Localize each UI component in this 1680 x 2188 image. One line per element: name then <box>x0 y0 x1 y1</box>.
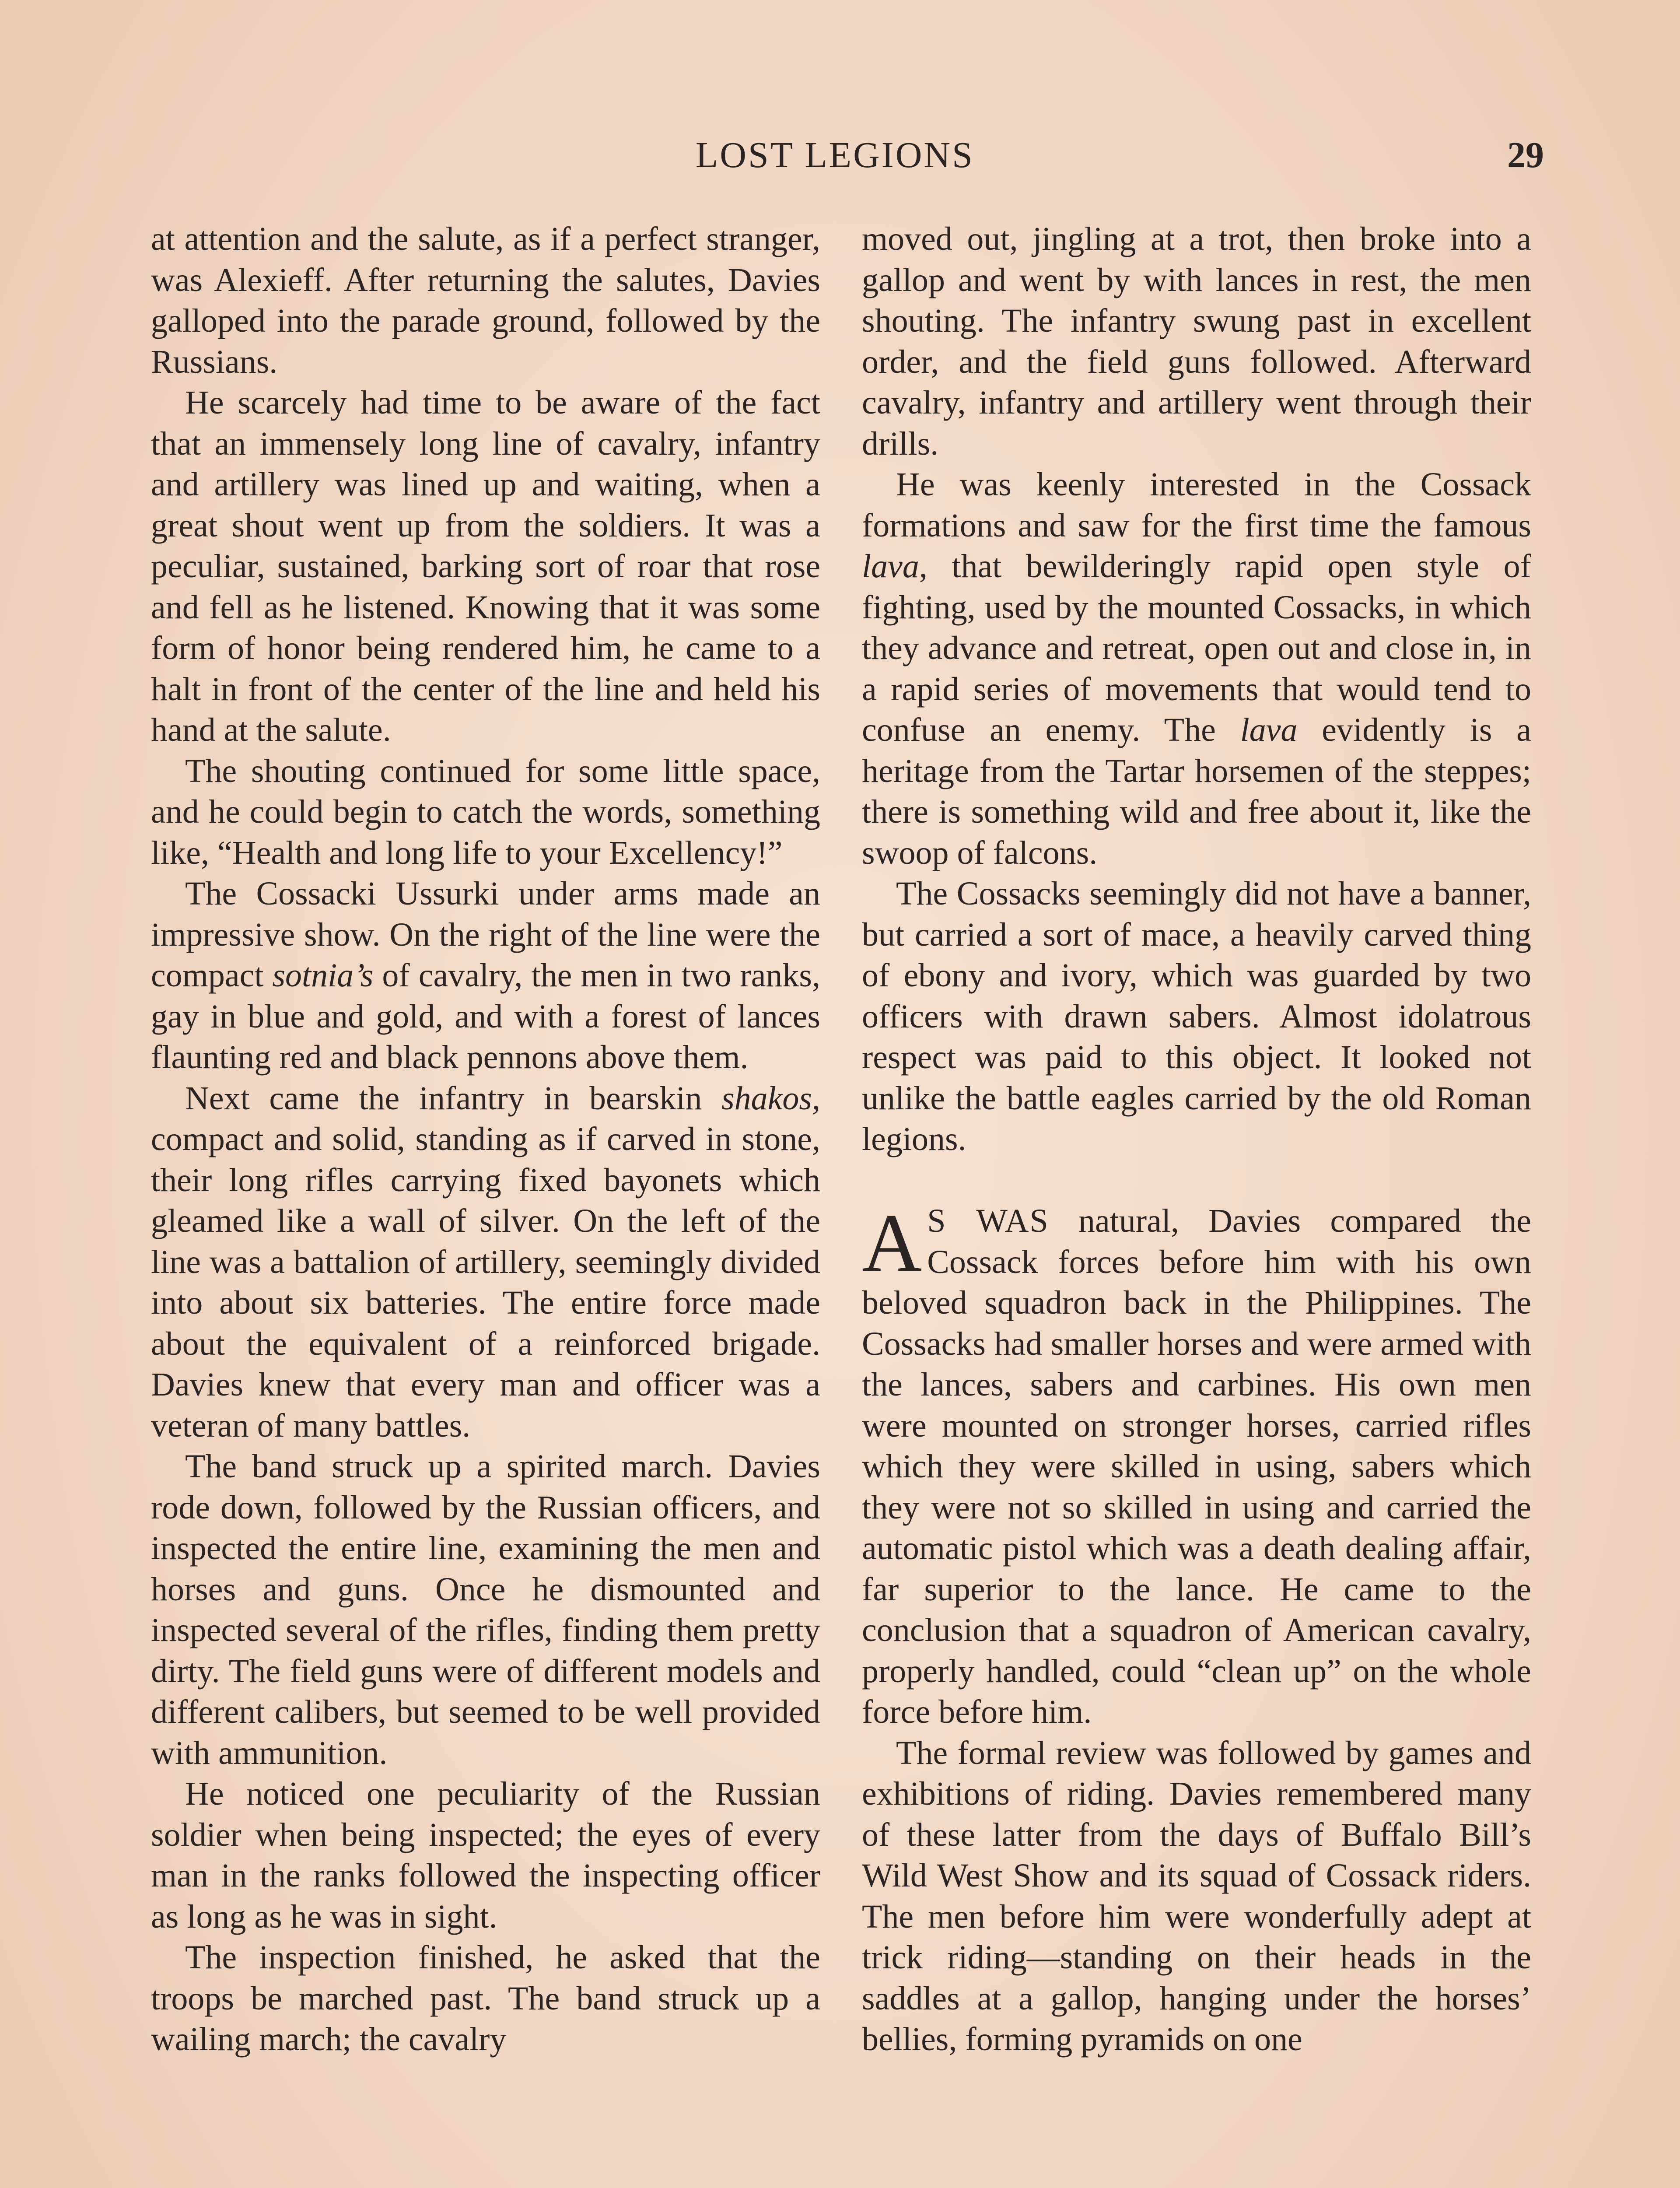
running-head <box>0 131 1680 179</box>
right-column <box>862 219 1531 2060</box>
text-run: , compact and solid, standing as if carved in stone, their long rifles carrying fixed bayonets which gleamed like a wall of silver. On the left of the line was a battalion of artillery, seemingly divided into about six batteries. The entire force made about the equivalent of a reinforced brigade. Davies knew that every man and officer was a veteran of many battles. <box>151 1080 820 1444</box>
paragraph <box>862 464 1531 873</box>
left-column <box>151 219 820 2060</box>
italic-text: shakos <box>721 1080 812 1117</box>
text-run: natural, Davies compared the Cossack forces before him with his own beloved squadron back in the Philippines. The Cossacks had smaller horses and were armed with the lances, sabers and carbines. His own men were mounted on stronger horses, carried rifles which they were skilled in using, sabers which they were not so skilled in using and carried the automatic pistol which was a death dealing affair, far superior to the lance. He came to the conclusion that a squadron of American cavalry, properly handled, could “clean up” on the whole force before him. <box>862 1203 1532 1730</box>
paragraph: The band struck up a spirited march. Davies rode down, followed by the Russian officers, and inspected the entire line, examining the men and horses and guns. Once he dismounted and inspected several of the rifles, finding them pretty dirty. The field guns were of different models and different calibers, but seemed to be well provided with ammunition. <box>151 1448 820 1771</box>
text-run: , that bewilderingly rapid open style of fighting, used by the mounted Cossacks, in which they advance and retreat, open out and close in, in a rapid series of movements that would tend to confuse an enemy. The <box>862 548 1531 748</box>
paragraph: He noticed one peculiarity of the Russian soldier when being inspected; the eyes of every man in the ranks followed the inspecting officer as long as he was in sight. <box>151 1775 820 1935</box>
paragraph: The formal review was followed by games and exhibitions of riding. Davies remembered many of these latter from the days of Buffalo Bill’s Wild West Show and its squad of Cossack riders. The men before him were wonderfully adept at trick riding—standing on their heads in the saddles at a gallop, hanging under the horses’ bellies, forming pyramids on one <box>862 1734 1531 2058</box>
paragraph: moved out, jingling at a trot, then broke into a gallop and went by with lances in rest, the men shouting. The infantry swung past in excellent order, and the field guns followed. Afterward cavalry, infantry and artillery went through their drills. <box>862 221 1531 462</box>
section-break <box>862 1160 1531 1201</box>
small-caps-lead: S WAS <box>927 1203 1049 1239</box>
italic-text: lava <box>862 548 919 585</box>
italic-text: lava <box>1240 712 1298 748</box>
paragraph: at attention and the salute, as if a perfect stranger, was Alexieff. After returning the salutes, Davies galloped into the parade ground, followed by the Russians. <box>151 221 820 380</box>
paragraph <box>151 1078 820 1447</box>
page-number: 29 <box>1507 135 1544 175</box>
italic-text: sotnia’s <box>272 957 374 994</box>
paragraph: The inspection finished, he asked that the troops be marched past. The band struck up a wailing march; the cavalry <box>151 1939 820 2058</box>
text-run: Next came the infantry in bearskin <box>185 1080 722 1117</box>
paragraph: He scarcely had time to be aware of the fact that an immensely long line of cavalry, infantry and artillery was lined up and waiting, when a great shout went up from the soldiers. It was a peculiar, sustained, barking sort of roar that rose and fell as he listened. Knowing that it was some form of honor being rendered him, he came to a halt in front of the center of the line and held his hand at the salute. <box>151 384 820 748</box>
text-run: The Cossacki Ussurki under arms made an impressive show. On the right of the line were the compact <box>151 875 820 994</box>
paragraph <box>862 1197 1532 1733</box>
running-title: LOST LEGIONS <box>696 135 974 175</box>
paragraph: The Cossacks seemingly did not have a banner, but carried a sort of mace, a heavily carved thing of ebony and ivory, which was guarded by two officers with drawn sabers. Almost idolatrous respect was paid to this object. It looked not unlike the battle eagles carried by the old Roman legions. <box>862 875 1531 1157</box>
text-run: of cavalry, the men in two ranks, gay in blue and gold, and with a forest of lances flaunting red and black pennons above them. <box>151 957 821 1076</box>
drop-cap: A <box>862 1197 922 1289</box>
paragraph: The shouting continued for some little space, and he could begin to catch the words, something like, “Health and long life to your Excellency!” <box>151 752 820 871</box>
text-run: evidently is a heritage from the Tartar horsemen of the steppes; there is something wild and free about it, like the swoop of falcons. <box>862 712 1531 871</box>
text-run: He was keenly interested in the Cossack formations and saw for the first time the famous <box>862 466 1531 544</box>
paragraph <box>151 873 820 1078</box>
